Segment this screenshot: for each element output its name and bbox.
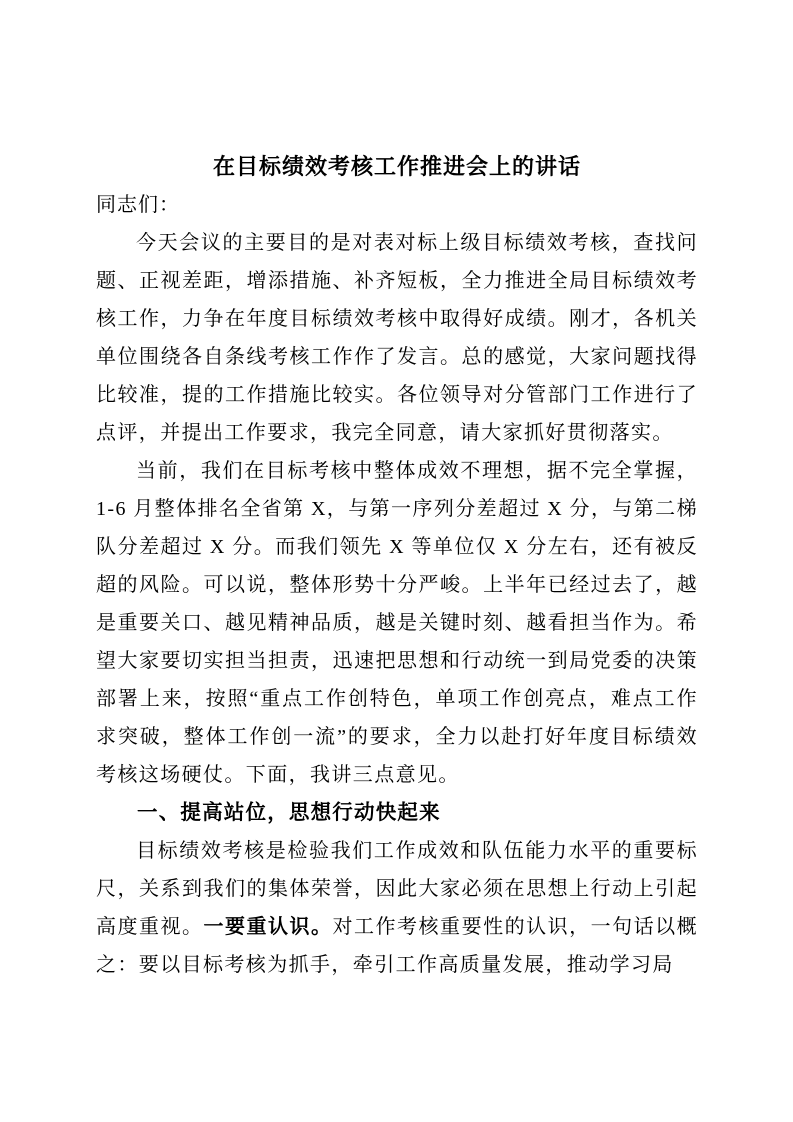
document-content xyxy=(96,148,698,984)
salutation-line: 同志们： xyxy=(96,194,180,216)
bold-emphasis: 一要重认识。 xyxy=(203,916,333,938)
text-segment: 对工作考核重要性的认识，一句话以概之：要以目标考核为抓手，牵引工作高质量发展，推动学习局 xyxy=(96,916,698,976)
paragraph-opening: 今天会议的主要目的是对表对标上级目标绩效考核，查找问题、正视差距，增添措施、补齐短板，全力推进全局目标绩效考核工作，力争在年度目标绩效考核中取得好成绩。刚才，各机关单位围绕各自条线考核工作作了发言。总的感觉，大家问题找得比较准，提的工作措施比较实。各位领导对分管部门工作进行了点评，并提出工作要求，我完全同意，请大家抓好贯彻落实。 xyxy=(96,232,698,444)
text-segment: 目标绩效考核是检验我们工作成效和队伍能力水平的重要标尺，关系到我们的集体荣誉，因此大家必须在思想上行动上引起高度重视。 xyxy=(96,840,698,938)
paragraph-current-situation: 当前，我们在目标考核中整体成效不理想，据不完全掌握，1-6 月整体排名全省第 X，与第一序列分差超过 X 分，与第二梯队分差超过 X 分。而我们领先 X 等单位仅 X 分左右，还有被反超的风险。可以说，整体形势十分严峻。上半年已经过去了，越是重要关口、越见精神品质，越是关键时刻、越看担当作为。希望大家要切实担当担责，迅速把思想和行动统一到局党委的决策部署上来，按照“重点工作创特色，单项工作创亮点，难点工作求突破，整体工作创一流”的要求，全力以赴打好年度目标绩效考核这场硬仗。下面，我讲三点意见。 xyxy=(96,460,698,786)
section-heading-1: 一、提高站位，思想行动快起来 xyxy=(137,801,441,824)
paragraph-section-1-body xyxy=(96,832,698,984)
page-title: 在目标绩效考核工作推进会上的讲话 xyxy=(212,154,581,179)
